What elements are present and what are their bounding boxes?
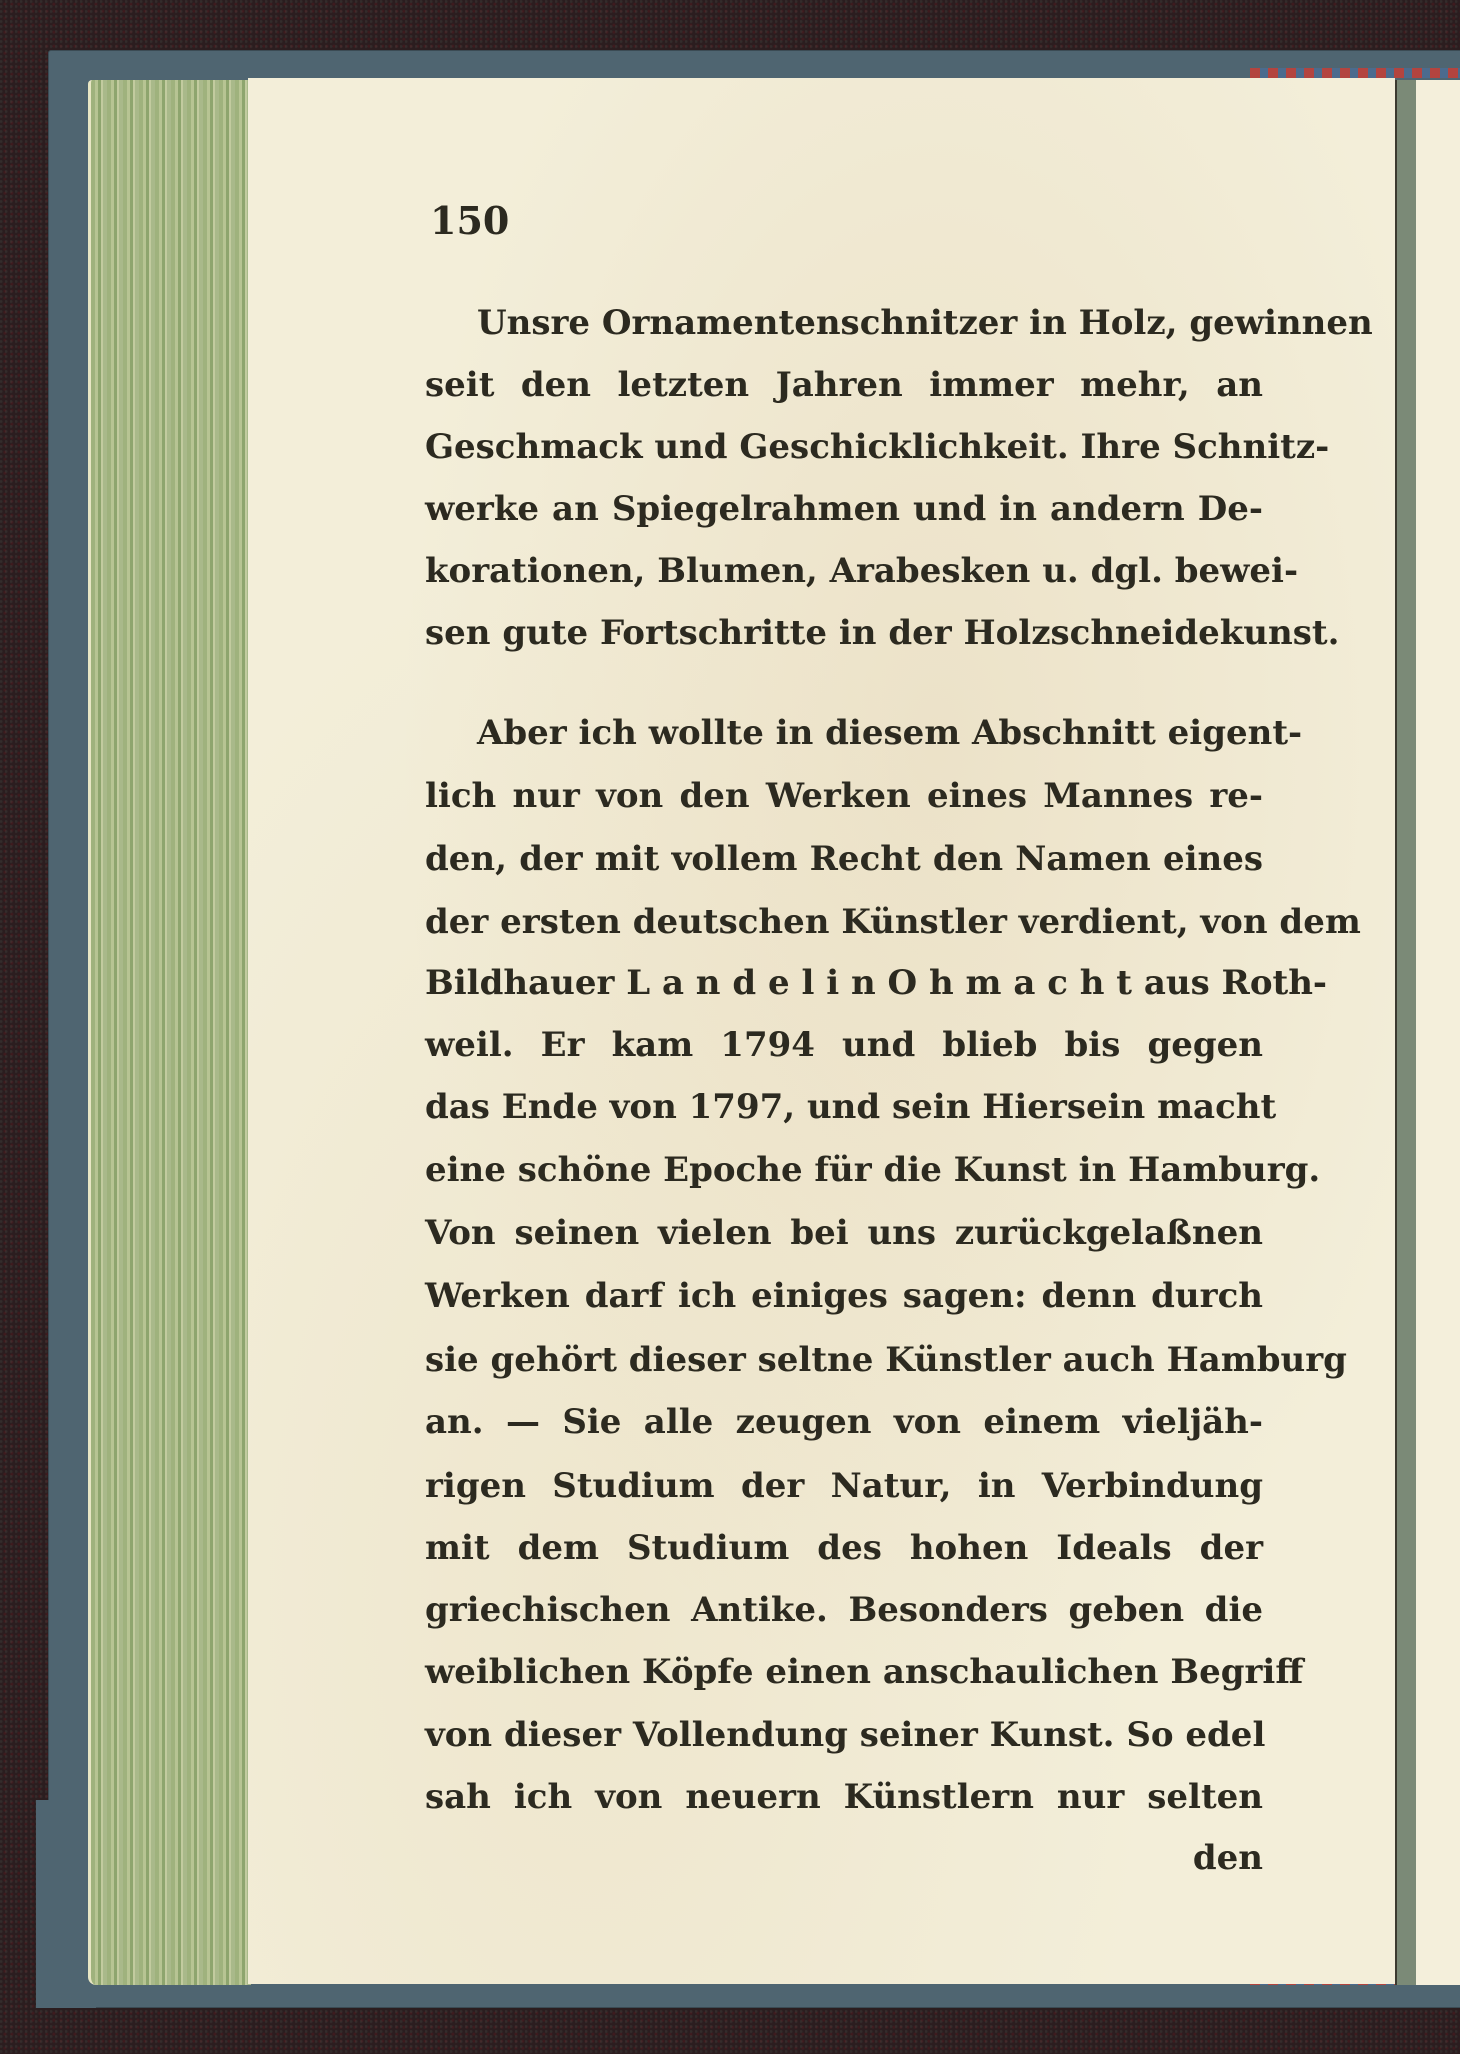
page-block-edge <box>88 80 251 1985</box>
text-line: mit dem Studium des hohen Ideals der <box>425 1528 1263 1568</box>
text-line: sah ich von neuern Künstlern nur selten <box>425 1777 1263 1817</box>
text-line: den, der mit vollem Recht den Namen eines <box>425 839 1263 879</box>
headband-top <box>1250 68 1460 78</box>
book-cover-corner <box>36 1800 96 2008</box>
page-number: 150 <box>430 198 510 243</box>
book-gutter <box>1395 80 1418 1985</box>
text-line: der ersten deutschen Künstler verdient, von dem <box>425 902 1361 942</box>
text-line: sie gehört dieser seltne Künstler auch Hamburg <box>425 1340 1347 1380</box>
text-line: korationen, Blumen, Arabesken u. dgl. bewei- <box>425 551 1299 591</box>
text-line: lich nur von den Werken eines Mannes re- <box>425 776 1263 816</box>
text-line: Werken darf ich einiges sagen: denn durch <box>425 1276 1263 1316</box>
text-line: rigen Studium der Natur, in Verbindung <box>425 1466 1263 1506</box>
text-line: Aber ich wollte in diesem Abschnitt eigent- <box>477 713 1303 753</box>
text-line: das Ende von 1797, und sein Hiersein macht <box>425 1087 1277 1127</box>
text-line: griechischen Antike. Besonders geben die <box>425 1590 1263 1630</box>
text-line: Bildhauer L a n d e l i n O h m a c h t aus Roth- <box>425 963 1328 1003</box>
text-line: an. — Sie alle zeugen von einem vieljäh- <box>425 1402 1263 1442</box>
text-line: seit den letzten Jahren immer mehr, an <box>425 365 1263 405</box>
text-line: weiblichen Köpfe einen anschaulichen Begriff <box>425 1652 1304 1692</box>
right-page-edge <box>1416 80 1460 1985</box>
text-line: weil. Er kam 1794 und blieb bis gegen <box>425 1025 1263 1065</box>
text-line: sen gute Fortschritte in der Holzschneidekunst. <box>425 613 1340 653</box>
text-line: von dieser Vollendung seiner Kunst. So edel <box>425 1715 1266 1755</box>
text-line: werke an Spiegelrahmen und in andern De- <box>425 489 1263 529</box>
text-line: Unsre Ornamentenschnitzer in Holz, gewinnen <box>477 303 1373 343</box>
text-line: Geschmack und Geschicklichkeit. Ihre Schnitz- <box>425 427 1330 467</box>
catchword: den <box>1192 1838 1263 1878</box>
text-line: Von seinen vielen bei uns zurückgelaßnen <box>425 1213 1263 1253</box>
text-line: eine schöne Epoche für die Kunst in Hamburg. <box>425 1150 1321 1190</box>
